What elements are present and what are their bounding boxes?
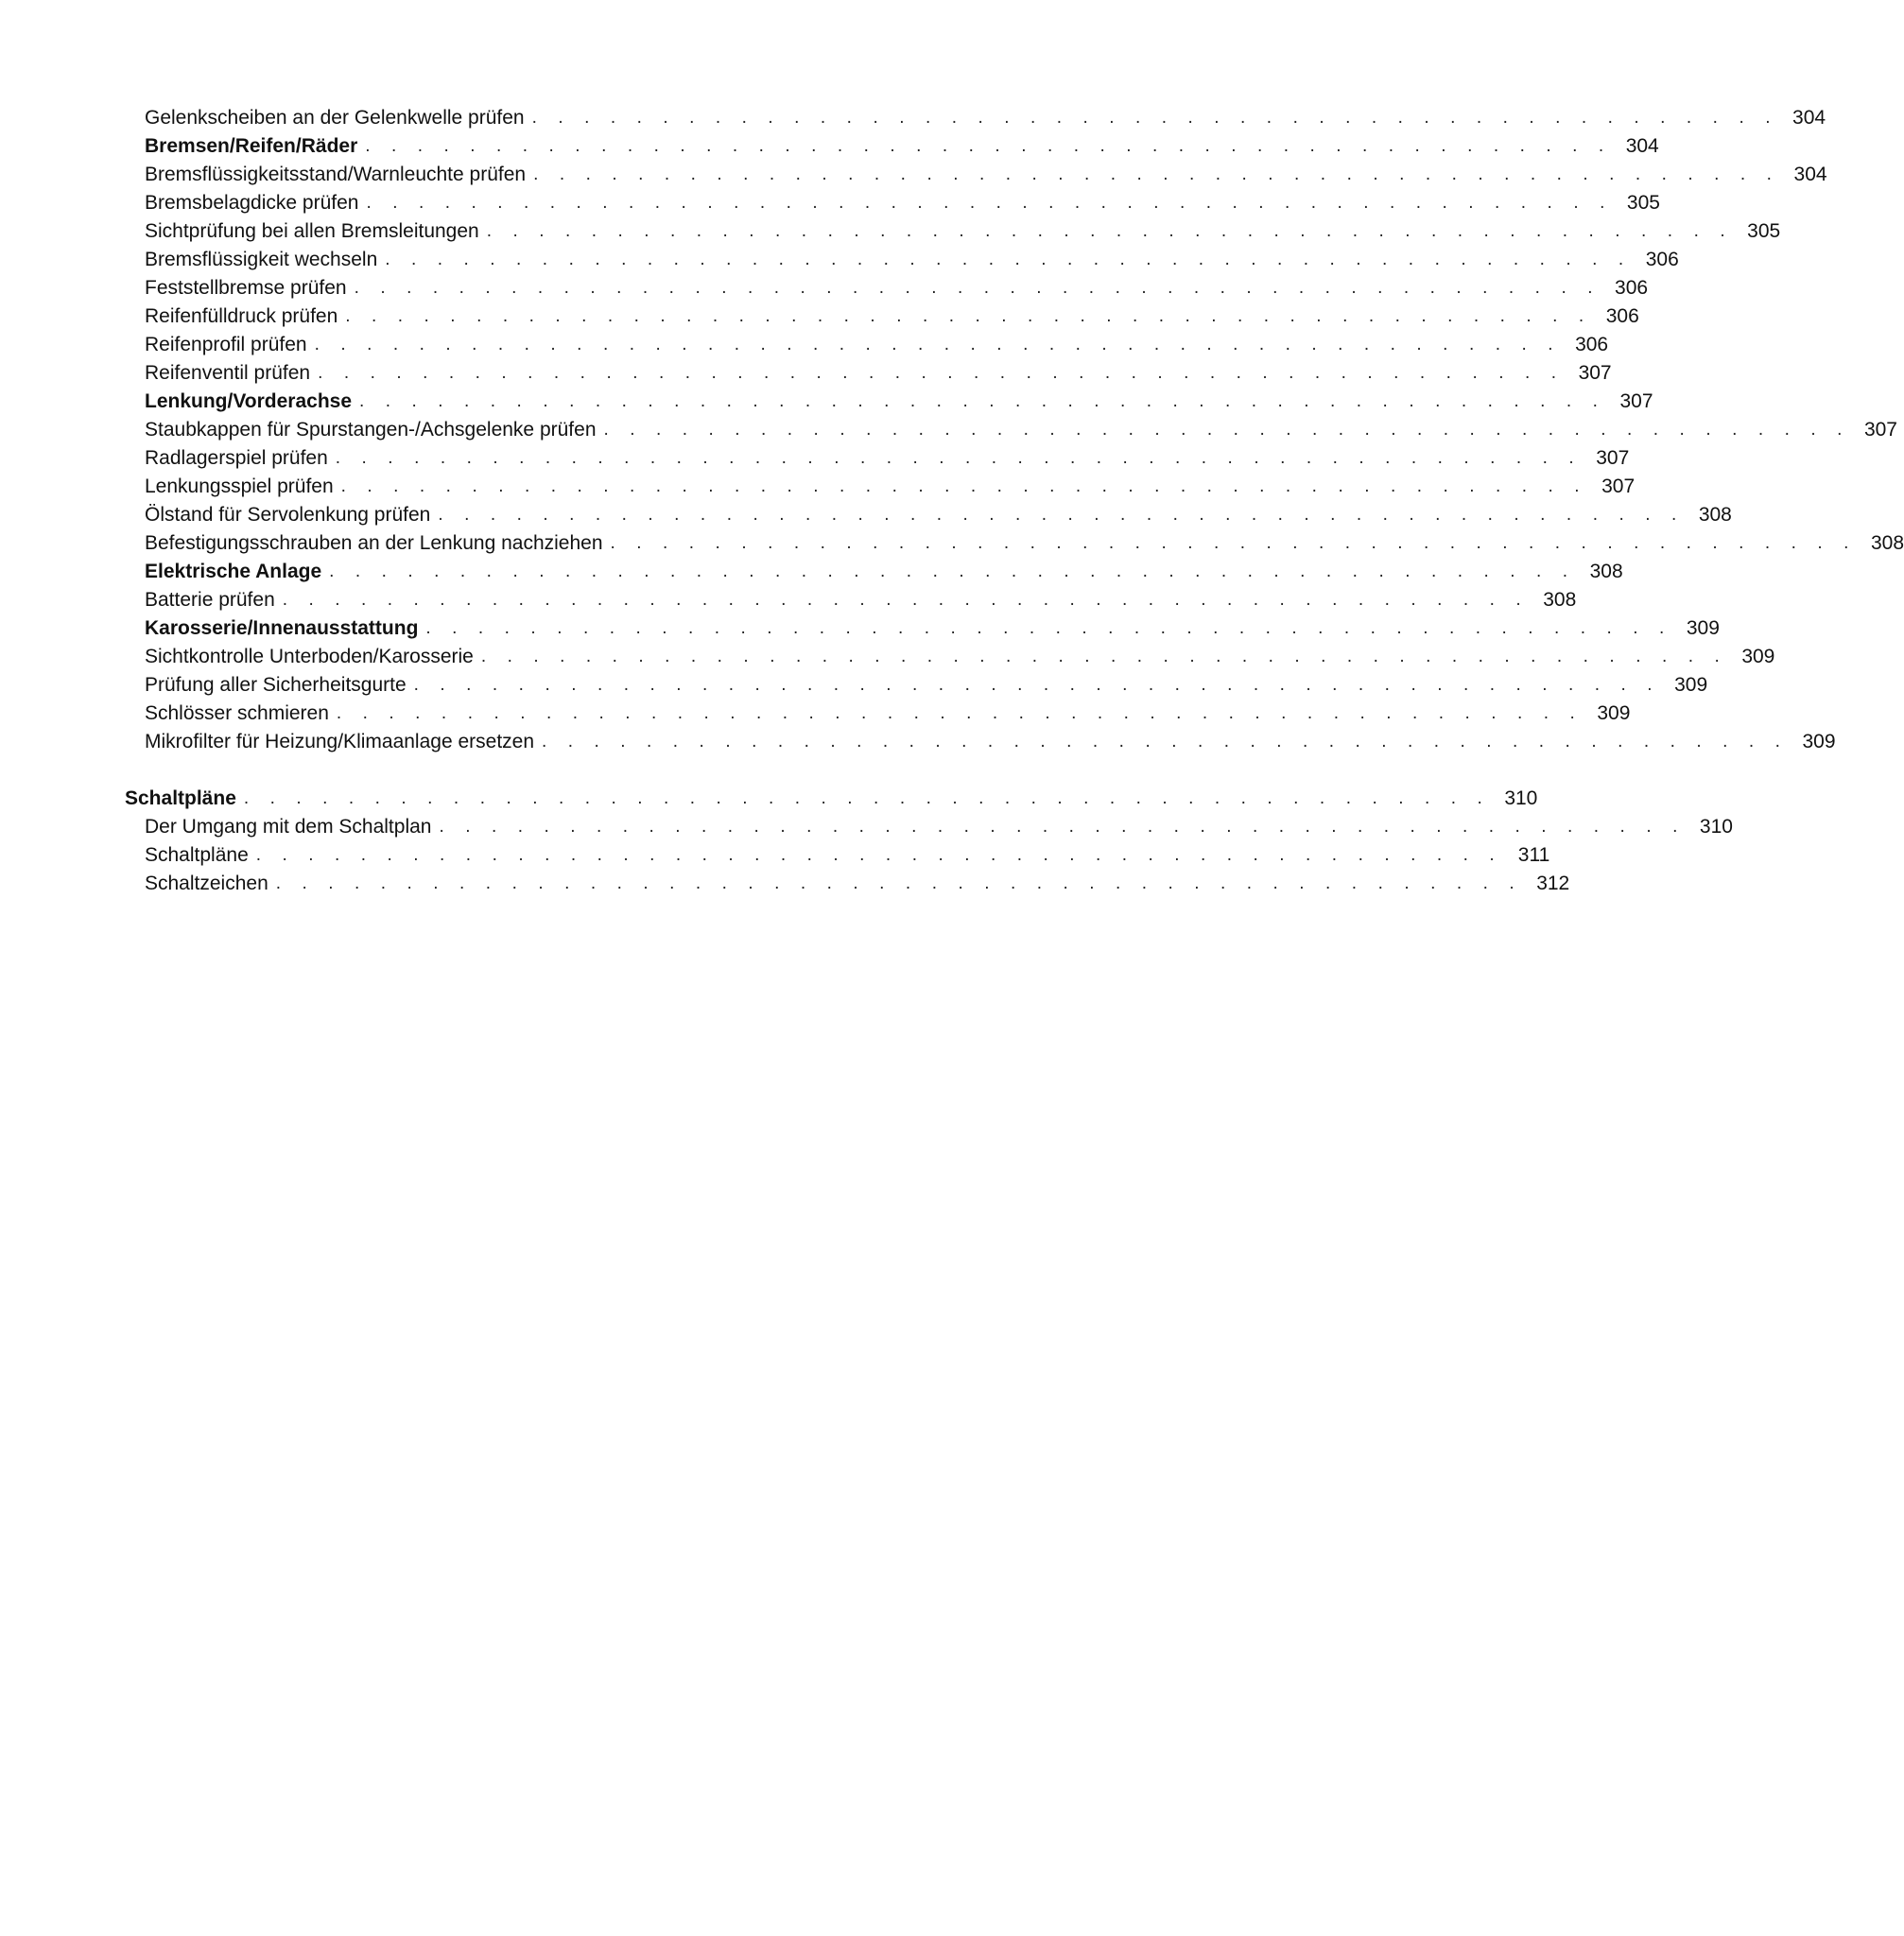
toc-entry-title: Batterie prüfen [145,589,275,611]
dot-leader: . . . . . . . . . . . . . . . . . . . . . . . . . . . . . . . . . . . . . . . . . . . . . . . . [610,533,1858,553]
toc-entry-title: Schlösser schmieren [145,702,329,724]
toc-entry [0,643,1775,671]
toc-entry-title: Lenkung/Vorderachse [145,390,353,412]
dot-leader: . . . . . . . . . . . . . . . . . . . . . . . . . . . . . . . . . . . . . . . . . . . . . . . . [365,136,1612,156]
toc-entry-page: 309 [1802,731,1836,752]
dot-leader: . . . . . . . . . . . . . . . . . . . . . . . . . . . . . . . . . . . . . . . . . . . . . . . . [314,335,1562,354]
toc-entry-page: 308 [1870,532,1904,554]
dot-leader: . . . . . . . . . . . . . . . . . . . . . . . . . . . . . . . . . . . . . . . . . . . . . . . . [275,873,1523,893]
toc-entry [0,104,1826,132]
toc-entry-title: Reifenfülldruck prüfen [145,305,338,327]
toc-entry-title: Ölstand für Servolenkung prüfen [145,504,431,526]
toc-entry-title: Sichtkontrolle Unterboden/Karosserie [145,646,474,667]
dot-leader: . . . . . . . . . . . . . . . . . . . . . . . . . . . . . . . . . . . . . . . . . . . . . . . . [282,590,1530,610]
dot-leader: . . . . . . . . . . . . . . . . . . . . . . . . . . . . . . . . . . . . . . . . . . . . . . . . [531,108,1779,128]
toc-entry [0,161,1827,189]
toc-entry-page: 308 [1698,504,1732,526]
dot-leader: . . . . . . . . . . . . . . . . . . . . . . . . . . . . . . . . . . . . . . . . . . . . . . . . [542,732,1789,752]
dot-leader: . . . . . . . . . . . . . . . . . . . . . . . . . . . . . . . . . . . . . . . . . . . . . . . . [340,476,1588,496]
dot-leader: . . . . . . . . . . . . . . . . . . . . . . . . . . . . . . . . . . . . . . . . . . . . . . . . [603,420,1850,440]
toc-entry [0,870,1570,898]
dot-leader: . . . . . . . . . . . . . . . . . . . . . . . . . . . . . . . . . . . . . . . . . . . . . . . . [385,250,1632,269]
dot-leader: . . . . . . . . . . . . . . . . . . . . . . . . . . . . . . . . . . . . . . . . . . . . . . . . [255,845,1503,865]
toc-entry-title: Elektrische Anlage [145,561,322,582]
toc-entry-title: Der Umgang mit dem Schaltplan [145,816,432,838]
toc-entry [0,473,1636,501]
toc-entry-title: Radlagerspiel prüfen [145,447,328,469]
dot-leader: . . . . . . . . . . . . . . . . . . . . . . . . . . . . . . . . . . . . . . . . . . . . . . . . [439,817,1686,837]
toc-entry-title: Gelenkscheiben an der Gelenkwelle prüfen [145,107,525,129]
toc-entry [0,246,1679,274]
toc-entry-page: 307 [1863,419,1897,441]
toc-entry-page: 307 [1619,390,1653,412]
toc-entry-page: 307 [1578,362,1612,384]
toc-entry [0,501,1732,529]
toc-entry-title: Bremsbelagdicke prüfen [145,192,359,214]
toc-entry [0,302,1639,331]
toc-entry-title: Sichtprüfung bei allen Bremsleitungen [145,220,479,242]
toc-entry-title: Feststellbremse prüfen [145,277,347,299]
toc-entry-page: 306 [1575,334,1609,355]
toc-entry-title: Bremsen/Reifen/Räder [145,135,358,157]
toc-entry-title: Schaltzeichen [145,873,268,894]
toc-entry-title: Mikrofilter für Heizung/Klimaanlage ersetzen [145,731,535,752]
toc-entry [0,416,1897,444]
toc-section-heading [0,558,1623,586]
toc-entry-title: Reifenventil prüfen [145,362,311,384]
toc-entry-title: Schaltpläne [125,787,236,809]
dot-leader: . . . . . . . . . . . . . . . . . . . . . . . . . . . . . . . . . . . . . . . . . . . . . . . . [486,221,1734,241]
toc-entry-page: 307 [1596,447,1630,469]
toc-entry-title: Staubkappen für Spurstangen-/Achsgelenke prüfen [145,419,597,441]
toc-entry [0,728,1836,756]
dot-leader: . . . . . . . . . . . . . . . . . . . . . . . . . . . . . . . . . . . . . . . . . . . . . . . . [336,703,1584,723]
toc-entry [0,841,1550,870]
toc-chapter-heading [0,785,1538,813]
toc-entry [0,813,1733,841]
toc-entry-page: 304 [1792,107,1826,129]
dot-leader: . . . . . . . . . . . . . . . . . . . . . . . . . . . . . . . . . . . . . . . . . . . . . . . . [413,675,1661,695]
toc-section-heading [0,388,1653,416]
toc-entry-page: 306 [1645,249,1679,270]
dot-leader: . . . . . . . . . . . . . . . . . . . . . . . . . . . . . . . . . . . . . . . . . . . . . . . . [345,306,1592,326]
toc-entry-page: 308 [1589,561,1623,582]
toc-entry-page: 307 [1601,475,1636,497]
toc-entry-title: Lenkungsspiel prüfen [145,475,334,497]
toc-entry-page: 312 [1536,873,1570,894]
toc-entry [0,217,1781,246]
toc-entry [0,586,1577,614]
toc-entry-title: Prüfung aller Sicherheitsgurte [145,674,407,696]
toc-entry-title: Schaltpläne [145,844,249,866]
toc-entry-page: 309 [1686,617,1720,639]
toc-section-heading [0,132,1659,161]
dot-leader: . . . . . . . . . . . . . . . . . . . . . . . . . . . . . . . . . . . . . . . . . . . . . . . . [366,193,1613,213]
toc-entry-page: 308 [1543,589,1577,611]
toc-entry [0,331,1609,359]
toc-entry-page: 309 [1674,674,1708,696]
toc-entry-page: 305 [1747,220,1781,242]
toc-entry-title: Befestigungsschrauben an der Lenkung nachziehen [145,532,603,554]
dot-leader: . . . . . . . . . . . . . . . . . . . . . . . . . . . . . . . . . . . . . . . . . . . . . . . . [329,562,1576,581]
dot-leader: . . . . . . . . . . . . . . . . . . . . . . . . . . . . . . . . . . . . . . . . . . . . . . . . [533,164,1780,184]
toc-entry-page: 304 [1625,135,1659,157]
toc-entry-title: Bremsflüssigkeit wechseln [145,249,378,270]
toc-entry-page: 304 [1793,164,1827,185]
toc-entry-page: 310 [1699,816,1733,838]
toc-entry-page: 310 [1504,787,1538,809]
toc-entry-page: 306 [1615,277,1649,299]
toc-entry-title: Bremsflüssigkeitsstand/Warnleuchte prüfen [145,164,527,185]
toc-entry-page: 305 [1626,192,1660,214]
dot-leader: . . . . . . . . . . . . . . . . . . . . . . . . . . . . . . . . . . . . . . . . . . . . . . . . [243,788,1491,808]
table-of-contents [0,104,1904,898]
toc-entry-page: 309 [1597,702,1631,724]
toc-entry [0,444,1630,473]
toc-entry-page: 309 [1741,646,1775,667]
dot-leader: . . . . . . . . . . . . . . . . . . . . . . . . . . . . . . . . . . . . . . . . . . . . . . . . [335,448,1583,468]
toc-entry-page: 311 [1517,844,1550,866]
toc-entry [0,700,1631,728]
toc-section-heading [0,614,1720,643]
toc-entry [0,189,1660,217]
dot-leader: . . . . . . . . . . . . . . . . . . . . . . . . . . . . . . . . . . . . . . . . . . . . . . . . [359,391,1606,411]
toc-entry-title: Reifenprofil prüfen [145,334,307,355]
dot-leader: . . . . . . . . . . . . . . . . . . . . . . . . . . . . . . . . . . . . . . . . . . . . . . . . [425,618,1672,638]
dot-leader: . . . . . . . . . . . . . . . . . . . . . . . . . . . . . . . . . . . . . . . . . . . . . . . . [318,363,1565,383]
toc-entry-page: 306 [1605,305,1639,327]
dot-leader: . . . . . . . . . . . . . . . . . . . . . . . . . . . . . . . . . . . . . . . . . . . . . . . . [480,647,1728,666]
toc-entry [0,274,1649,302]
dot-leader: . . . . . . . . . . . . . . . . . . . . . . . . . . . . . . . . . . . . . . . . . . . . . . . . [438,505,1685,525]
toc-entry [0,671,1708,700]
dot-leader: . . . . . . . . . . . . . . . . . . . . . . . . . . . . . . . . . . . . . . . . . . . . . . . . [354,278,1601,298]
toc-entry [0,529,1904,558]
toc-entry [0,359,1612,388]
toc-entry-title: Karosserie/Innenausstattung [145,617,419,639]
